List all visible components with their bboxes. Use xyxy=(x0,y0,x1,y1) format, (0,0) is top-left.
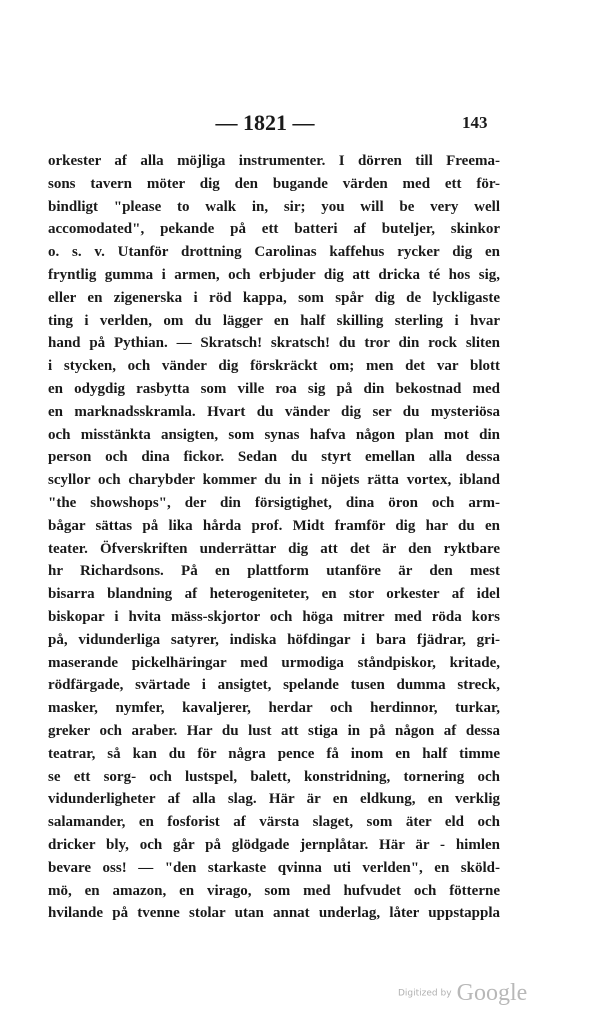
text-line: mö, en amazon, en virago, som med hufvudet och fötterne xyxy=(48,882,500,899)
text-line: en marknadsskramla. Hvart du vänder dig ser du mysteriösa xyxy=(48,403,500,420)
text-line: ting i verlden, om du lägger en half skilling sterling i hvar xyxy=(48,312,500,329)
text-line: rödfärgade, svärtade i ansigtet, spelande tusen dumma streck, xyxy=(48,677,500,694)
text-line: greker och araber. Har du lust att stiga in på någon af dessa xyxy=(48,722,500,739)
text-line: orkester af alla möjliga instrumenter. I dörren till Freema- xyxy=(48,153,500,169)
text-line: scyllor och charybder kommer du in i nöjets rätta vortex, ibland xyxy=(48,472,500,489)
text-line: bindligt "please to walk in, sir; you will be very well xyxy=(48,198,500,215)
text-line: person och dina fickor. Sedan du styrt emellan alla dessa xyxy=(48,449,500,466)
digitization-watermark xyxy=(398,980,527,1010)
body-text xyxy=(48,150,500,925)
text-line: o. s. v. Utanför drottning Carolinas kaffehus rycker dig en xyxy=(48,244,500,261)
text-line: bisarra blandning af heterogeniteter, en stor orkester af idel xyxy=(48,586,500,603)
text-line: och misstänkta ansigten, som synas hafva någon plan mot din xyxy=(48,426,500,443)
text-line: se ett sorg- och lustspel, balett, konstridning, tornering och xyxy=(48,768,500,785)
text-line: teater. Öfverskriften underrättar dig att det är den ryktbare xyxy=(48,540,500,557)
digitized-by-label: Digitized by xyxy=(398,988,452,999)
text-line: i stycken, och vänder dig förskräckt om; men det var blott xyxy=(48,358,500,375)
text-line: salamander, en fosforist af värsta slaget, som äter eld och xyxy=(48,814,500,831)
text-line: vidunderligheter af alla slag. Här är en eldkung, en verklig xyxy=(48,791,500,808)
text-line: fryntlig gumma i armen, och erbjuder dig att dricka té hos sig, xyxy=(48,266,500,283)
text-line: sons tavern möter dig den bugande värden med ett för- xyxy=(48,175,500,192)
text-line: hr Richardsons. På en plattform utanföre är den mest xyxy=(48,563,500,580)
text-line: teatrar, så kan du för några pence få inom en half timme xyxy=(48,745,500,762)
text-line: accomodated", pekande på ett batteri af buteljer, skinkor xyxy=(48,221,500,238)
text-line: bevare oss! — "den starkaste qvinna uti verlden", en sköld- xyxy=(48,859,500,876)
text-line: på, vidunderliga satyrer, indiska höfdingar i bara fjädrar, gri- xyxy=(48,631,500,648)
text-line: masker, nymfer, kavaljerer, herdar och herdinnor, turkar, xyxy=(48,700,500,717)
text-line: hvilande på tvenne stolar utan annat underlag, låter uppstappla xyxy=(48,905,500,922)
text-line: biskopar i hvita mäss-skjortor och höga mitrer med röda kors xyxy=(48,608,500,625)
text-line: eller en zigenerska i röd kappa, som spår dig de lyckligaste xyxy=(48,289,500,306)
page-header xyxy=(0,110,612,144)
text-line: dricker bly, och går på glödgade jernplåtar. Här är - himlen xyxy=(48,836,500,853)
text-line: maserande pickelhäringar med urmodiga ståndpiskor, kritade, xyxy=(48,654,500,671)
page-number: 143 xyxy=(462,113,488,132)
chapter-year-heading: — 1821 — xyxy=(215,110,315,135)
google-logo: Google xyxy=(456,980,528,1006)
text-line: "the showshops", der din försigtighet, dina öron och arm- xyxy=(48,494,500,511)
text-line: hand på Pythian. — Skratsch! skratsch! du tror din rock sliten xyxy=(48,335,500,352)
text-line: en odygdig rasbytta som ville roa sig på din bekostnad med xyxy=(48,380,500,397)
text-line: bågar sättas på lika hårda prof. Midt framför dig har du en xyxy=(48,517,500,534)
